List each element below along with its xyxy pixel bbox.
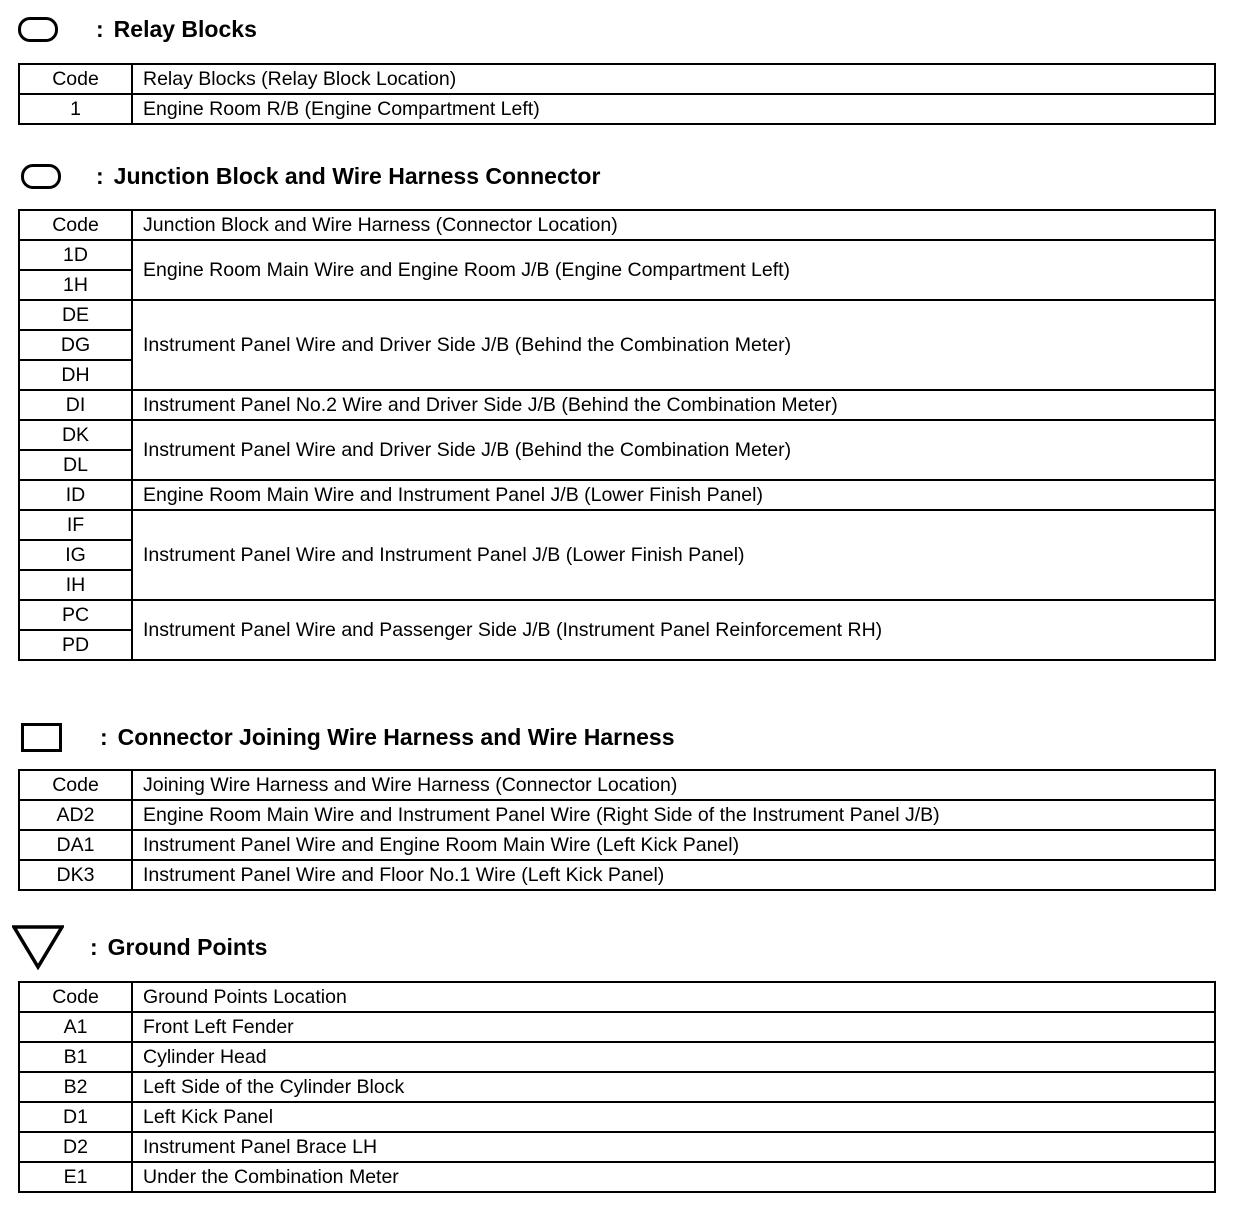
code-cell: IF <box>19 510 132 540</box>
location-cell: Left Side of the Cylinder Block <box>132 1072 1215 1102</box>
code-cell: ID <box>19 480 132 510</box>
table-header-row <box>19 210 1215 240</box>
table-row <box>19 300 1215 330</box>
code-cell: E1 <box>19 1162 132 1192</box>
table-row <box>19 1132 1215 1162</box>
location-cell: Under the Combination Meter <box>132 1162 1215 1192</box>
table-row <box>19 1162 1215 1192</box>
location-cell: Engine Room Main Wire and Instrument Panel Wire (Right Side of the Instrument Panel J/B) <box>132 800 1215 830</box>
code-cell: DH <box>19 360 132 390</box>
junction-block-symbol-icon <box>21 164 61 189</box>
table-row <box>19 510 1215 540</box>
code-cell: DE <box>19 300 132 330</box>
table-row <box>19 600 1215 630</box>
code-cell: DL <box>19 450 132 480</box>
code-cell: PC <box>19 600 132 630</box>
table-row <box>19 1012 1215 1042</box>
table-row <box>19 420 1215 450</box>
code-cell: DG <box>19 330 132 360</box>
code-header: Code <box>19 982 132 1012</box>
relay-blocks-heading <box>18 16 257 43</box>
code-cell: DI <box>19 390 132 420</box>
location-cell: Instrument Panel Wire and Engine Room Main Wire (Left Kick Panel) <box>132 830 1215 860</box>
ground-points-table <box>18 981 1216 1193</box>
location-cell: Cylinder Head <box>132 1042 1215 1072</box>
table-row <box>19 860 1215 890</box>
location-cell: Instrument Panel Brace LH <box>132 1132 1215 1162</box>
code-cell: A1 <box>19 1012 132 1042</box>
code-cell: DK <box>19 420 132 450</box>
table-row <box>19 1102 1215 1132</box>
code-cell: PD <box>19 630 132 660</box>
ground-points-heading <box>12 924 267 970</box>
heading-colon: : <box>96 163 104 189</box>
location-cell: Instrument Panel Wire and Passenger Side J/B (Instrument Panel Reinforcement RH) <box>132 600 1215 660</box>
code-cell: B2 <box>19 1072 132 1102</box>
location-header: Joining Wire Harness and Wire Harness (Connector Location) <box>132 770 1215 800</box>
location-cell: Engine Room Main Wire and Engine Room J/B (Engine Compartment Left) <box>132 240 1215 300</box>
relay-block-symbol-icon <box>18 17 58 42</box>
location-cell: Instrument Panel No.2 Wire and Driver Side J/B (Behind the Combination Meter) <box>132 390 1215 420</box>
relay-blocks-table <box>18 63 1216 125</box>
location-cell: Instrument Panel Wire and Driver Side J/B (Behind the Combination Meter) <box>132 420 1215 480</box>
code-cell: IH <box>19 570 132 600</box>
section-title: Relay Blocks <box>113 16 257 42</box>
table-header-row <box>19 770 1215 800</box>
code-cell: D1 <box>19 1102 132 1132</box>
ground-point-symbol-icon <box>12 924 64 970</box>
heading-colon: : <box>96 16 104 42</box>
code-cell: D2 <box>19 1132 132 1162</box>
location-cell: Instrument Panel Wire and Driver Side J/B (Behind the Combination Meter) <box>132 300 1215 390</box>
junction-block-heading <box>18 163 600 190</box>
heading-colon: : <box>100 724 108 750</box>
location-cell: Instrument Panel Wire and Instrument Panel J/B (Lower Finish Panel) <box>132 510 1215 600</box>
code-cell: DK3 <box>19 860 132 890</box>
section-title: Ground Points <box>107 933 268 960</box>
table-row <box>19 1072 1215 1102</box>
code-cell: 1 <box>19 94 132 124</box>
connector-heading <box>18 723 675 752</box>
location-cell: Left Kick Panel <box>132 1102 1215 1132</box>
table-row <box>19 800 1215 830</box>
table-row <box>19 240 1215 270</box>
table-header-row <box>19 982 1215 1012</box>
table-header-row <box>19 64 1215 94</box>
location-cell: Engine Room Main Wire and Instrument Panel J/B (Lower Finish Panel) <box>132 480 1215 510</box>
connector-table <box>18 769 1216 891</box>
code-cell: 1D <box>19 240 132 270</box>
table-row <box>19 390 1215 420</box>
code-cell: B1 <box>19 1042 132 1072</box>
heading-colon: : <box>90 933 98 960</box>
table-row <box>19 830 1215 860</box>
location-cell: Instrument Panel Wire and Floor No.1 Wire (Left Kick Panel) <box>132 860 1215 890</box>
location-header: Relay Blocks (Relay Block Location) <box>132 64 1215 94</box>
location-cell: Engine Room R/B (Engine Compartment Left) <box>132 94 1215 124</box>
junction-block-table <box>18 209 1216 661</box>
location-cell: Front Left Fender <box>132 1012 1215 1042</box>
section-title: Connector Joining Wire Harness and Wire Harness <box>117 724 675 750</box>
code-header: Code <box>19 210 132 240</box>
connector-symbol-icon <box>21 723 62 752</box>
table-row <box>19 1042 1215 1072</box>
code-cell: IG <box>19 540 132 570</box>
section-title: Junction Block and Wire Harness Connector <box>113 163 601 189</box>
code-header: Code <box>19 64 132 94</box>
code-header: Code <box>19 770 132 800</box>
code-cell: 1H <box>19 270 132 300</box>
table-row <box>19 94 1215 124</box>
location-header: Junction Block and Wire Harness (Connector Location) <box>132 210 1215 240</box>
code-cell: AD2 <box>19 800 132 830</box>
location-header: Ground Points Location <box>132 982 1215 1012</box>
code-cell: DA1 <box>19 830 132 860</box>
table-row <box>19 480 1215 510</box>
